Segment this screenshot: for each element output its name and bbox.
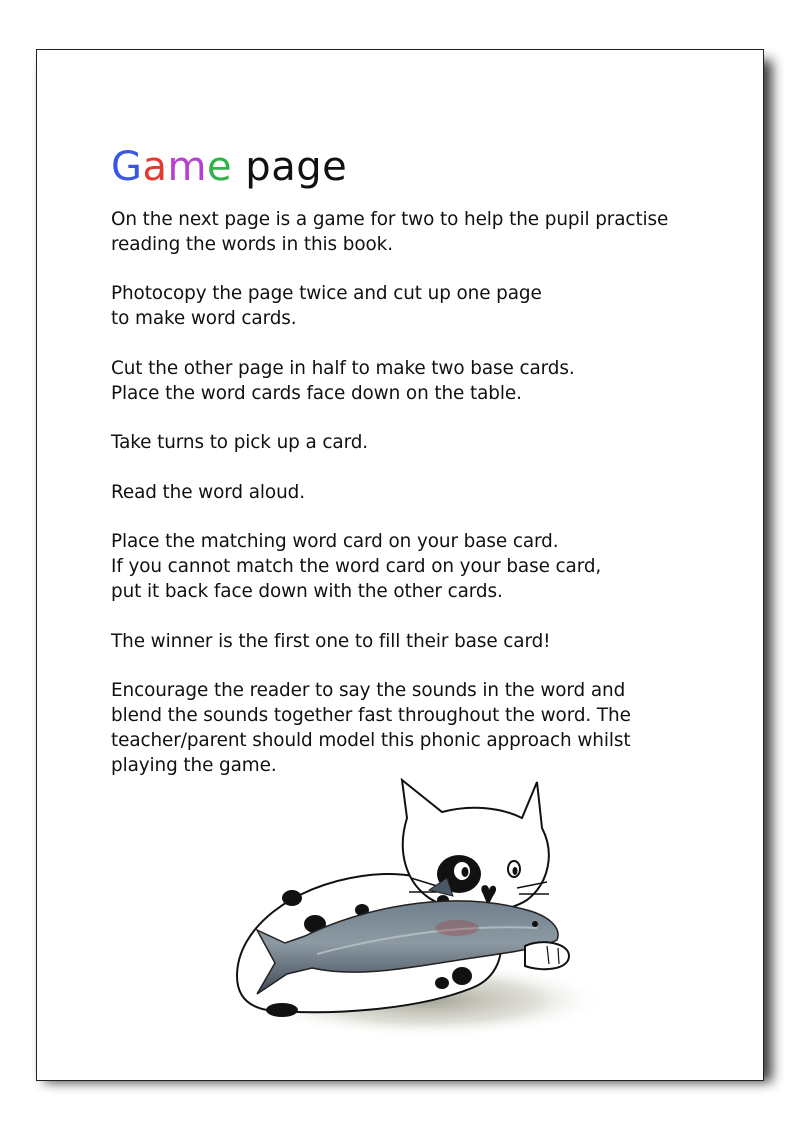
instructions-body bbox=[111, 208, 711, 803]
paragraph-read-aloud bbox=[111, 481, 711, 506]
cat-spot bbox=[452, 967, 472, 985]
text-line: Photocopy the page twice and cut up one page bbox=[111, 283, 542, 305]
text-line: Read the word aloud. bbox=[111, 481, 305, 503]
cat-left-pupil bbox=[462, 867, 469, 877]
title-letter-a: a bbox=[142, 144, 168, 190]
text-line: Place the matching word card on your base card. bbox=[111, 531, 559, 553]
page-title bbox=[111, 144, 347, 190]
title-letter-e: e bbox=[206, 144, 233, 190]
paragraph-encourage bbox=[111, 679, 711, 778]
cat-spot bbox=[266, 1003, 298, 1017]
fish-eye-icon bbox=[532, 921, 538, 927]
cat-spot bbox=[282, 890, 302, 906]
text-line: The winner is the first one to fill their base card! bbox=[111, 630, 551, 652]
text-line: put it back face down with the other cards. bbox=[111, 580, 503, 602]
cat-spot bbox=[435, 977, 449, 989]
cat-with-fish-illustration bbox=[197, 778, 597, 1048]
paragraph-cut-page bbox=[111, 357, 711, 407]
text-line: If you cannot match the word card on your base card, bbox=[111, 556, 602, 578]
paragraph-match-card bbox=[111, 530, 711, 604]
text-line: Place the word cards face down on the table. bbox=[111, 382, 522, 404]
cat-right-pupil bbox=[513, 867, 518, 875]
text-line: blend the sounds together fast throughout the word. The bbox=[111, 704, 631, 726]
text-line: Cut the other page in half to make two base cards. bbox=[111, 357, 575, 379]
title-letter-g: G bbox=[111, 144, 143, 190]
text-line: playing the game. bbox=[111, 754, 277, 776]
text-line: Encourage the reader to say the sounds in the word and bbox=[111, 680, 626, 702]
paragraph-winner bbox=[111, 630, 711, 655]
text-line: teacher/parent should model this phonic approach whilst bbox=[111, 729, 631, 751]
document-page bbox=[36, 49, 764, 1081]
text-line: Take turns to pick up a card. bbox=[111, 432, 369, 454]
fish-blush bbox=[435, 920, 479, 936]
title-letter-m: m bbox=[167, 144, 207, 190]
paragraph-take-turns bbox=[111, 431, 711, 456]
paragraph-photocopy bbox=[111, 282, 711, 332]
text-line: reading the words in this book. bbox=[111, 233, 393, 255]
text-line: On the next page is a game for two to help the pupil practise bbox=[111, 209, 669, 230]
paragraph-next-page bbox=[111, 208, 711, 258]
title-rest: page bbox=[232, 144, 348, 190]
text-line: to make word cards. bbox=[111, 308, 297, 330]
